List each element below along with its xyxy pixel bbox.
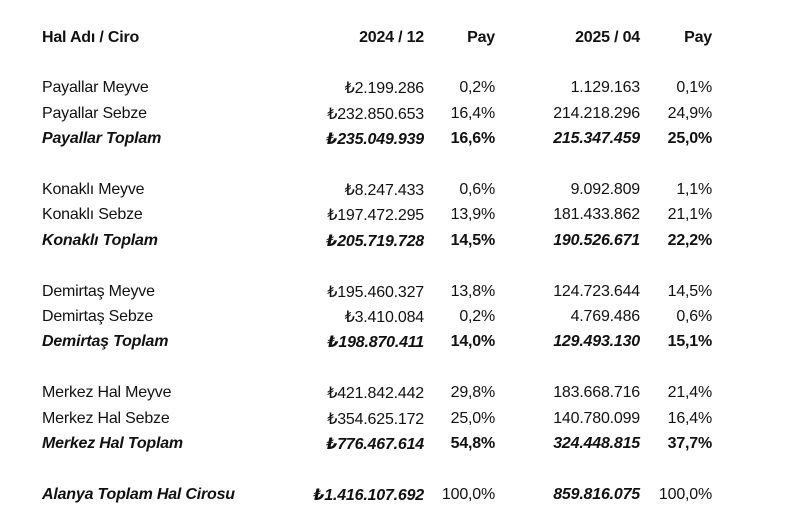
value-2025-04: 129.493.130 (553, 333, 640, 351)
value-2025-04: 1.129.163 (570, 79, 640, 97)
share-2024-12: 14,5% (450, 231, 495, 249)
share-2025-04: 22,2% (667, 231, 712, 249)
share-2025-04: 0,1% (676, 79, 712, 97)
value-2025-04: 859.816.075 (553, 485, 640, 503)
row-label: Payallar Sebze (42, 104, 147, 122)
value-2024-12: ₺1.416.107.692 (313, 486, 424, 504)
row-label: Konaklı Meyve (42, 181, 145, 199)
value-2024-12: ₺197.472.295 (327, 207, 424, 225)
share-2025-04: 16,4% (667, 409, 712, 427)
value-2025-04: 4.769.486 (570, 307, 640, 325)
share-2024-12: 0,2% (459, 307, 495, 325)
value-2024-12: ₺2.199.286 (344, 80, 424, 98)
table-row-payallar-meyve (42, 76, 712, 101)
value-2025-04: 124.723.644 (553, 282, 640, 300)
share-2025-04: 1,1% (676, 181, 712, 199)
value-2024-12: ₺776.467.614 (326, 435, 424, 453)
row-label: Merkez Hal Sebze (42, 409, 170, 427)
row-label: Demirtaş Sebze (42, 307, 154, 325)
value-2025-04: 140.780.099 (553, 409, 640, 427)
table-row-demirtas-sebze (42, 304, 712, 329)
row-label: Merkez Hal Toplam (42, 434, 183, 452)
column-header-period-2025-04: 2025 / 04 (575, 28, 640, 46)
value-2025-04: 183.668.716 (553, 384, 640, 402)
value-2024-12: ₺232.850.653 (327, 105, 424, 123)
row-label: Demirtaş Meyve (42, 282, 155, 300)
table-row-merkez-hal-sebze (42, 406, 712, 431)
value-2024-12: ₺421.842.442 (327, 385, 424, 403)
share-2025-04: 25,0% (667, 130, 712, 148)
value-2024-12: ₺354.625.172 (327, 410, 424, 428)
row-spacer (42, 355, 712, 380)
row-spacer (42, 254, 712, 279)
share-2024-12: 13,8% (450, 282, 495, 300)
table-row-merkez-hal-meyve (42, 380, 712, 405)
column-header-market-name: Hal Adı / Ciro (42, 28, 140, 46)
table-row-alanya-toplam-hal-cirosu (42, 482, 712, 507)
share-2025-04: 24,9% (667, 104, 712, 122)
share-2024-12: 14,0% (450, 333, 495, 351)
row-spacer (42, 457, 712, 482)
value-2025-04: 9.092.809 (570, 181, 640, 199)
table-row-payallar-sebze (42, 101, 712, 126)
table-row-demirtas-meyve (42, 279, 712, 304)
column-header-share-2024-12: Pay (467, 28, 495, 46)
column-header-share-2025-04: Pay (684, 28, 712, 46)
table-row-payallar-toplam (42, 127, 712, 152)
share-2025-04: 21,4% (667, 384, 712, 402)
row-spacer (42, 152, 712, 177)
column-header-period-2024-12: 2024 / 12 (359, 28, 424, 46)
share-2025-04: 100,0% (658, 485, 712, 503)
row-label: Payallar Meyve (42, 79, 149, 97)
share-2024-12: 54,8% (450, 434, 495, 452)
share-2025-04: 14,5% (667, 282, 712, 300)
value-2024-12: ₺235.049.939 (326, 131, 424, 149)
value-2024-12: ₺3.410.084 (344, 308, 424, 326)
share-2024-12: 100,0% (441, 485, 495, 503)
share-2024-12: 25,0% (450, 409, 495, 427)
table-row-konakli-toplam (42, 228, 712, 253)
share-2024-12: 0,6% (459, 181, 495, 199)
table-row-konakli-meyve (42, 177, 712, 202)
share-2024-12: 29,8% (450, 384, 495, 402)
value-2025-04: 190.526.671 (553, 231, 640, 249)
value-2024-12: ₺198.870.411 (327, 334, 424, 352)
value-2025-04: 181.433.862 (553, 206, 640, 224)
row-label: Konaklı Toplam (42, 231, 158, 249)
value-2024-12: ₺205.719.728 (326, 232, 424, 250)
value-2025-04: 214.218.296 (553, 104, 640, 122)
row-label: Demirtaş Toplam (42, 333, 169, 351)
row-label: Alanya Toplam Hal Cirosu (42, 485, 235, 503)
row-label: Merkez Hal Meyve (42, 384, 172, 402)
value-2024-12: ₺8.247.433 (344, 182, 424, 200)
share-2024-12: 0,2% (459, 79, 495, 97)
share-2025-04: 37,7% (667, 434, 712, 452)
value-2025-04: 324.448.815 (553, 434, 640, 452)
value-2025-04: 215.347.459 (553, 130, 640, 148)
row-spacer (42, 50, 712, 75)
share-2025-04: 15,1% (667, 333, 712, 351)
table-row-merkez-hal-toplam (42, 431, 712, 456)
share-2025-04: 21,1% (667, 206, 712, 224)
revenue-report-page (0, 25, 800, 524)
row-label: Payallar Toplam (42, 130, 162, 148)
table-row-demirtas-toplam (42, 330, 712, 355)
share-2025-04: 0,6% (676, 307, 712, 325)
table-row-konakli-sebze (42, 203, 712, 228)
value-2024-12: ₺195.460.327 (327, 283, 424, 301)
share-2024-12: 13,9% (450, 206, 495, 224)
share-2024-12: 16,4% (450, 104, 495, 122)
row-label: Konaklı Sebze (42, 206, 143, 224)
share-2024-12: 16,6% (450, 130, 495, 148)
table-header-row (42, 25, 712, 50)
market-revenue-table (42, 25, 712, 507)
